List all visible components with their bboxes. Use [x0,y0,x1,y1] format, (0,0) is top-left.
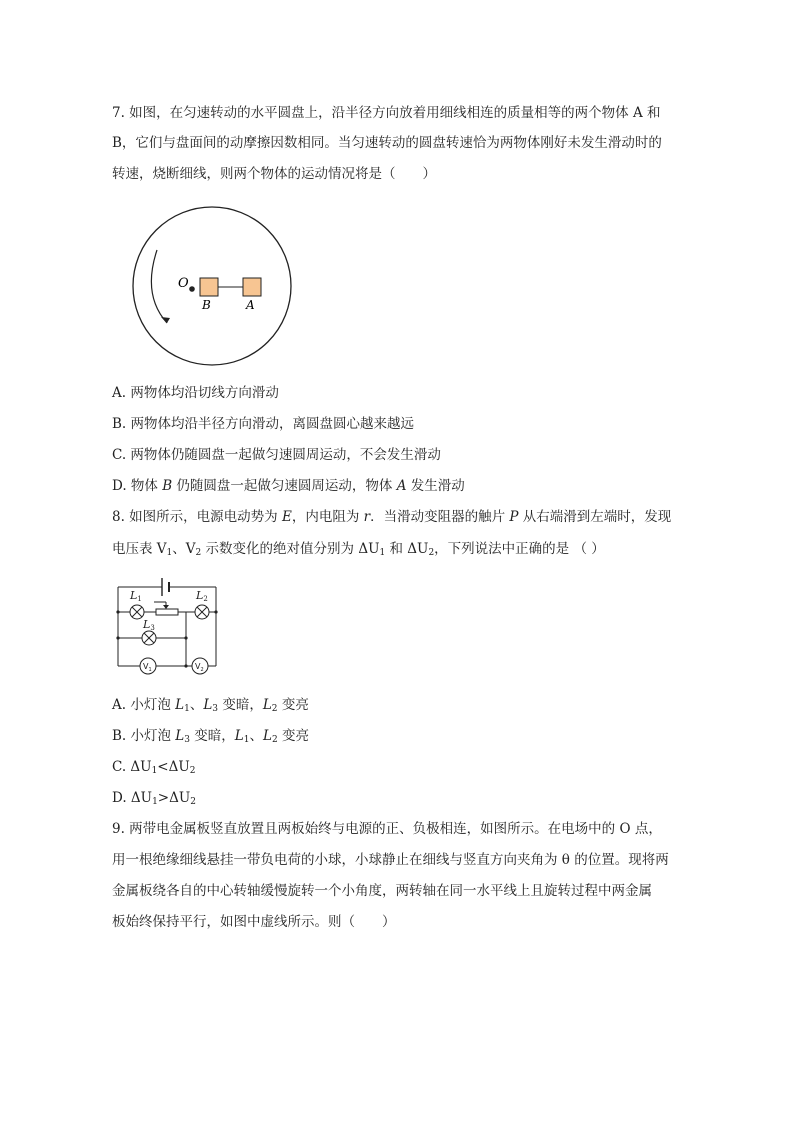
q8-stem-line-2 [112,540,605,562]
q8-l2-sub-3: 1 [379,548,386,558]
q8-l2-sub-4: 2 [428,548,435,558]
q8-a-l2: L [203,697,213,713]
q8-l2-b: 、V [172,541,196,557]
q8-a-s2: 3 [212,704,219,714]
q7-d-var-b: B [162,478,173,494]
q8-b-s1: 3 [184,735,190,745]
q7-stem-line-1: 7. 如图，在匀速转动的水平圆盘上，沿半径方向放着用细线相连的质量相等的两个物体 A 和 [112,105,661,121]
q8-b-3: 变亮 [277,728,309,744]
q8-d-2: >ΔU [157,790,191,806]
label-a: A [246,298,255,312]
q8-c-s2: 2 [189,766,196,776]
q7-option-a: A. 两物体均沿切线方向滑动 [112,385,279,401]
q8-c-s1: 1 [151,766,158,776]
q7-d-var-a: A [396,478,407,494]
q8-b-s2: 1 [243,735,250,745]
q8-l2-e: ，下列说法中正确的是 （ ） [434,541,605,557]
q8-circuit-figure [112,572,224,678]
q8-l2-sub-1: 1 [166,548,173,558]
label-v2: $V_2$ [195,662,204,673]
q7-stem-line-2: B，它们与盘面间的动摩擦因数相同。当匀速转动的圆盘转速恰为两物体刚好未发生滑动时的 [112,135,662,151]
label-o: O [178,276,189,291]
q8-l1-b: ，内电阻为 [291,509,364,525]
q8-b-l1: L [175,728,185,744]
q9-stem-line-3: 金属板绕各自的中心转轴缓慢旋转一个小角度，两转轴在同一水平线上且旋转过程中两金属 [112,883,652,899]
q8-var-r: r [363,509,371,525]
q8-b-sep: 、 [249,728,263,744]
q9-stem-line-4: 板始终保持平行，如图中虚线所示。则（ ） [112,914,396,930]
q7-disc-figure [112,205,312,367]
label-l3: L3 [143,618,155,632]
q8-option-c [112,758,195,780]
q8-l2-sub-2: 2 [195,548,202,558]
q9-stem-line-1: 9. 两带电金属板竖直放置且两板始终与电源的正、负极相连，如图所示。在电场中的 O 点， [112,821,662,837]
q8-option-b [112,727,309,749]
center-point-o [189,286,195,292]
q8-l1-c: ．当滑动变阻器的触片 [370,509,510,525]
q8-d-s1: 1 [152,797,158,807]
label-v1: $V_1$ [143,662,152,673]
q8-a-1: A. 小灯泡 [112,697,176,713]
q8-option-a [112,696,309,718]
q8-l2-d: 和 ΔU [385,541,429,557]
q7-d-text-2: 仍随圆盘一起做匀速圆周运动，物体 [172,478,397,494]
q8-b-l2: L [234,728,244,744]
q8-l1-a: 8. 如图所示，电源电动势为 [112,509,282,525]
q8-c-1: C. ΔU [112,759,152,775]
q7-option-c: C. 两物体仍随圆盘一起做匀速圆周运动，不会发生滑动 [112,447,441,463]
q7-d-text-1: D. 物体 [112,478,163,494]
q8-d-1: D. ΔU [112,790,153,806]
q8-l2-a: 电压表 V [112,541,167,557]
q8-b-1: B. 小灯泡 [112,728,176,744]
q8-var-e: E [281,509,292,525]
q7-d-text-3: 发生滑动 [406,478,465,494]
q8-l1-d: 从右端滑到左端时，发现 [518,509,672,525]
label-b: B [202,298,211,312]
q8-option-d [112,789,196,811]
q8-var-p: P [509,509,519,525]
q8-a-3: 变亮 [277,697,309,713]
q7-option-d [112,477,465,495]
q8-b-2: 变暗， [190,728,235,744]
q8-stem-line-1 [112,508,671,526]
q8-a-l1: L [175,697,185,713]
label-l1: L1 [130,589,142,603]
q8-b-l3: L [263,728,272,744]
q8-a-s1: 1 [184,704,190,714]
q9-stem-line-2: 用一根绝缘细线悬挂一带负电荷的小球，小球静止在细线与竖直方向夹角为 θ 的位置。现将两 [112,852,669,868]
block-b [200,278,218,296]
q8-l2-c: 示数变化的绝对值分别为 ΔU [201,541,380,557]
q8-b-s3: 2 [271,735,278,745]
block-a [243,278,261,296]
q8-c-2: <ΔU [157,759,190,775]
q7-option-b: B. 两物体均沿半径方向滑动，离圆盘圆心越来越远 [112,416,415,432]
q8-a-2: 变暗， [218,697,263,713]
q8-a-l3: L [262,697,272,713]
q7-stem-line-3: 转速，烧断细线，则两个物体的运动情况将是（ ） [112,166,436,182]
q8-a-sep: 、 [189,697,204,713]
rotation-arrow [151,250,167,323]
q8-a-s3: 2 [271,704,278,714]
q8-d-s2: 2 [190,797,196,807]
label-l2: L2 [196,589,208,603]
